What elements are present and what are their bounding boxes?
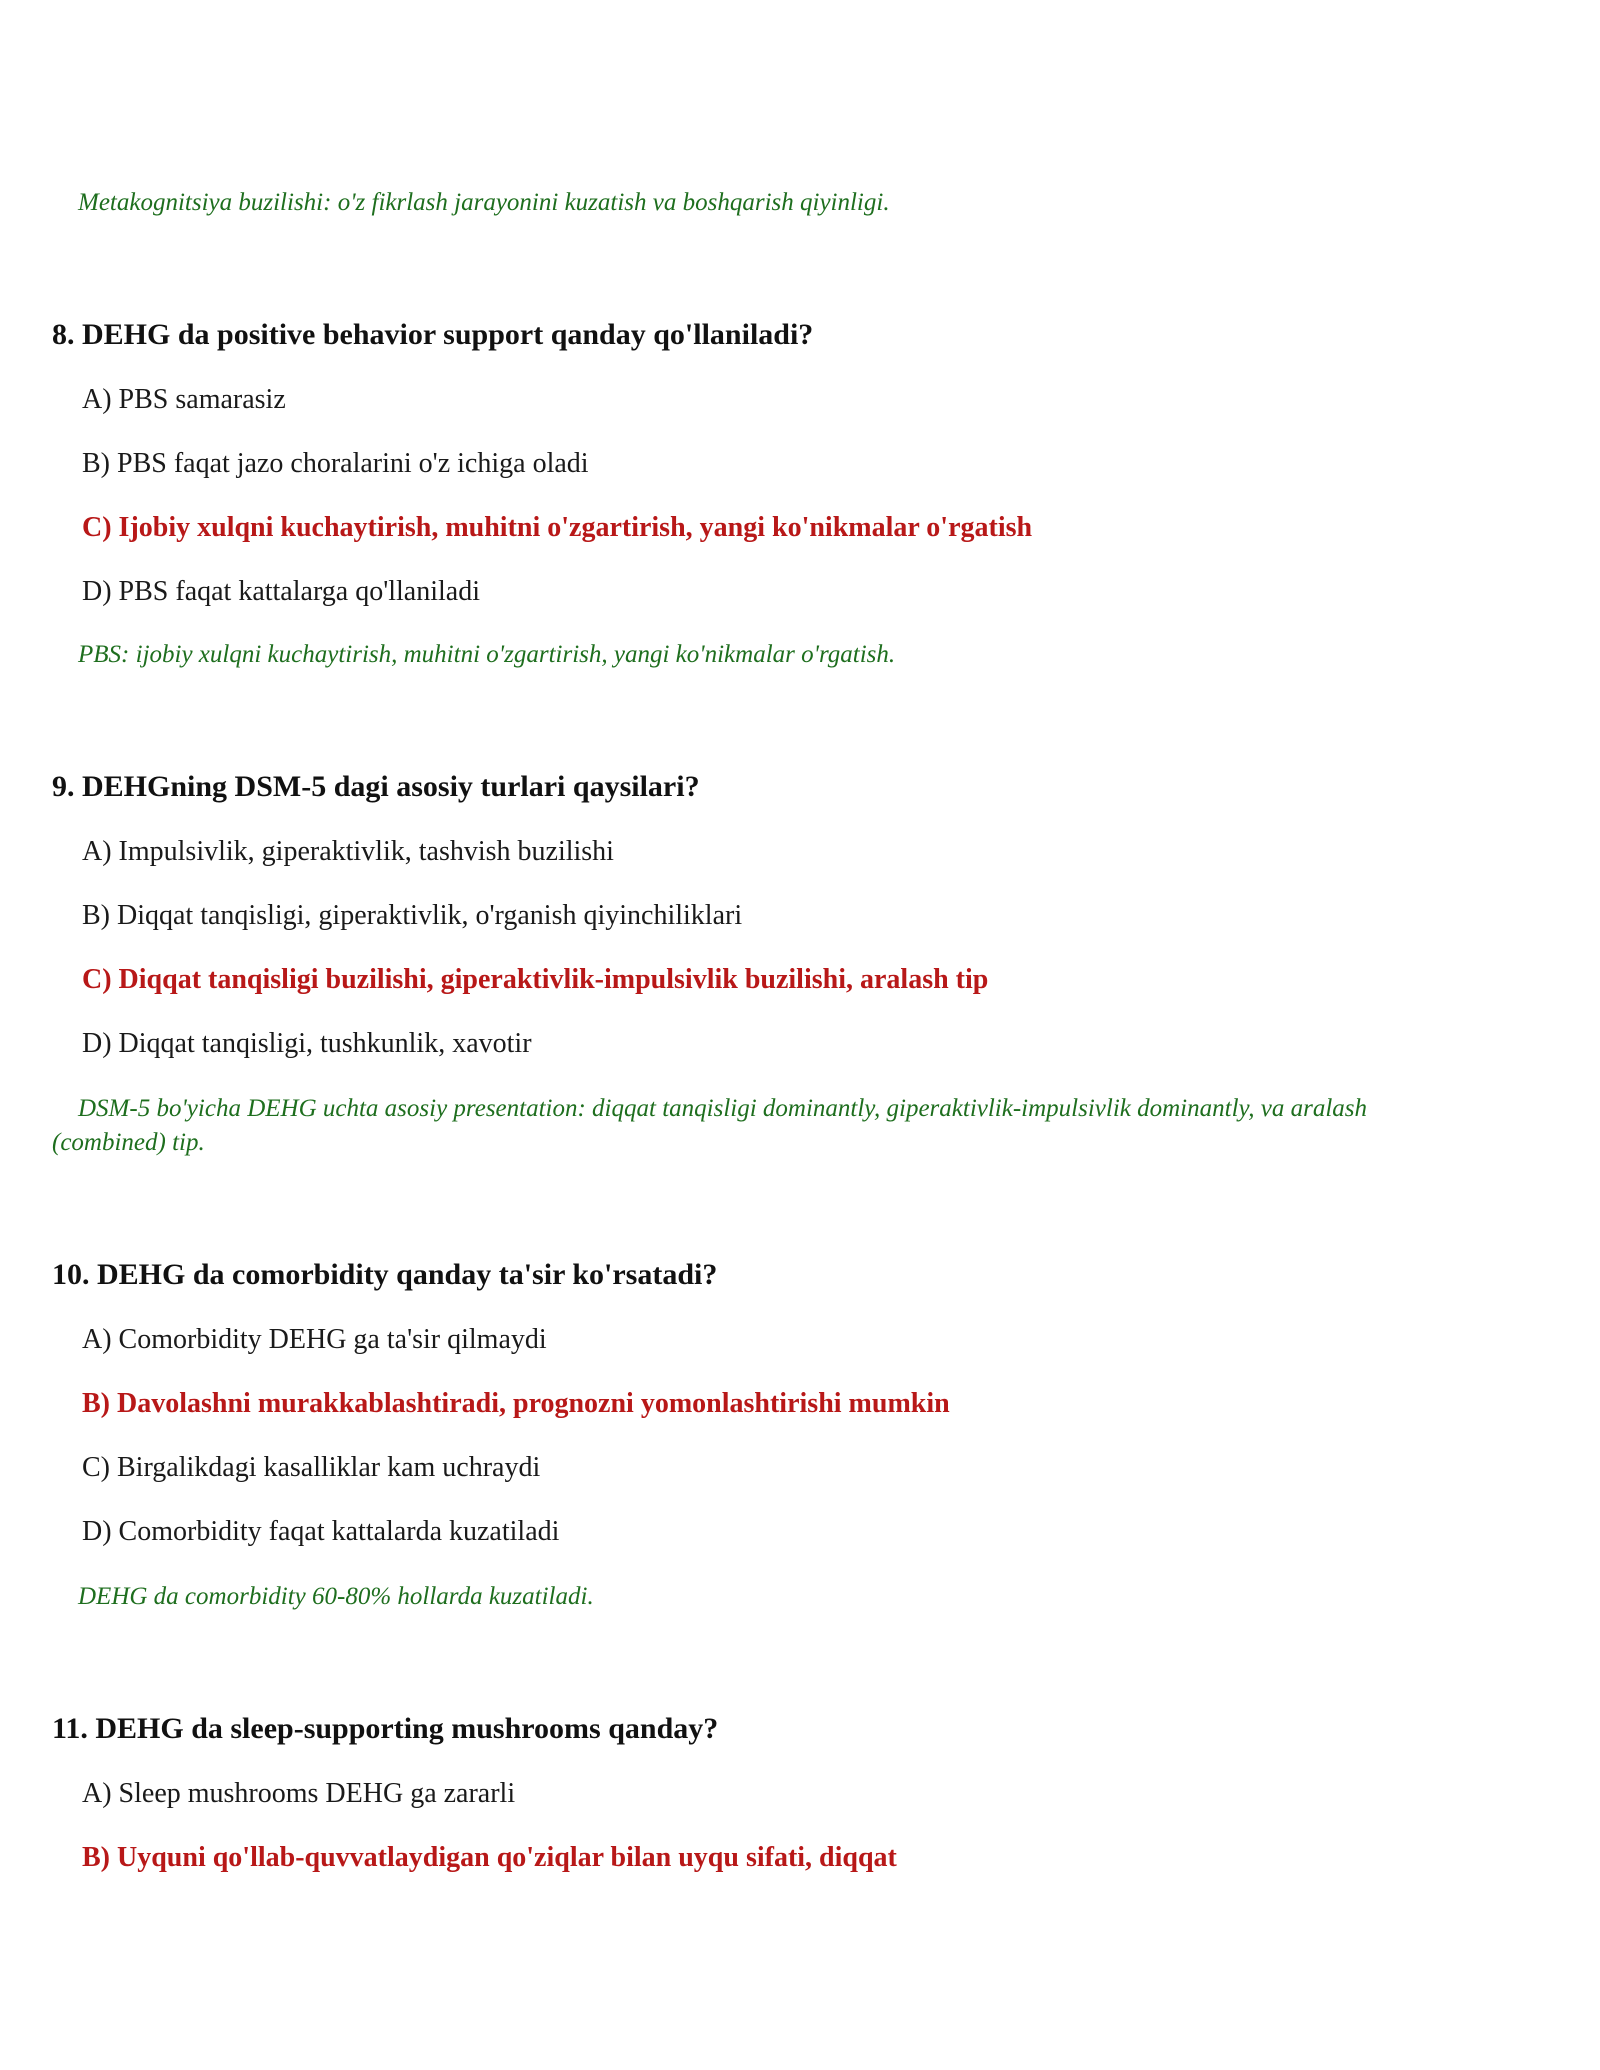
question-11-option-b-correct: B) Uyquni qo'llab-quvvatlaydigan qo'ziqlar bilan uyqu sifati, diqqat xyxy=(82,1842,897,1873)
question-10-option-c: C) Birgalikdagi kasalliklar kam uchraydi xyxy=(82,1452,541,1483)
question-8-option-b: B) PBS faqat jazo choralarini o'z ichiga oladi xyxy=(82,448,589,479)
question-11-option-a: A) Sleep mushrooms DEHG ga zararli xyxy=(82,1778,516,1809)
question-10-option-d: D) Comorbidity faqat kattalarda kuzatiladi xyxy=(82,1516,560,1547)
question-9-option-d: D) Diqqat tanqisligi, tushkunlik, xavotir xyxy=(82,1028,532,1059)
question-9-explanation: DSM-5 bo'yicha DEHG uchta asosiy presentation: diqqat tanqisligi dominantly, giperaktivlik-impulsivlik dominantly, va aralash (combined) tip. xyxy=(52,1095,1367,1156)
question-8-option-d: D) PBS faqat kattalarga qo'llaniladi xyxy=(82,576,480,607)
question-10-explanation: DEHG da comorbidity 60-80% hollarda kuzatiladi. xyxy=(78,1583,594,1610)
question-9-option-b: B) Diqqat tanqisligi, giperaktivlik, o'rganish qiyinchiliklari xyxy=(82,900,743,931)
question-8-title: 8. DEHG da positive behavior support qanday qo'llaniladi? xyxy=(52,318,814,351)
question-10-title: 10. DEHG da comorbidity qanday ta'sir ko'rsatadi? xyxy=(52,1258,718,1291)
question-11-title: 11. DEHG da sleep-supporting mushrooms qanday? xyxy=(52,1712,719,1745)
question-9-option-a: A) Impulsivlik, giperaktivlik, tashvish buzilishi xyxy=(82,836,614,867)
question-8-option-c-correct: C) Ijobiy xulqni kuchaytirish, muhitni o'zgartirish, yangi ko'nikmalar o'rgatish xyxy=(82,512,1033,543)
question-8-option-a: A) PBS samarasiz xyxy=(82,384,286,415)
question-9-option-c-correct: C) Diqqat tanqisligi buzilishi, giperaktivlik-impulsivlik buzilishi, aralash tip xyxy=(82,964,989,995)
question-9-title: 9. DEHGning DSM-5 dagi asosiy turlari qaysilari? xyxy=(52,770,700,803)
question-10-option-b-correct: B) Davolashni murakkablashtiradi, prognozni yomonlashtirishi mumkin xyxy=(82,1388,950,1419)
question-10-option-a: A) Comorbidity DEHG ga ta'sir qilmaydi xyxy=(82,1324,547,1355)
prev-explanation: Metakognitsiya buzilishi: o'z fikrlash jarayonini kuzatish va boshqarish qiyinligi. xyxy=(78,189,890,216)
question-8-explanation: PBS: ijobiy xulqni kuchaytirish, muhitni o'zgartirish, yangi ko'nikmalar o'rgatish. xyxy=(78,641,896,668)
